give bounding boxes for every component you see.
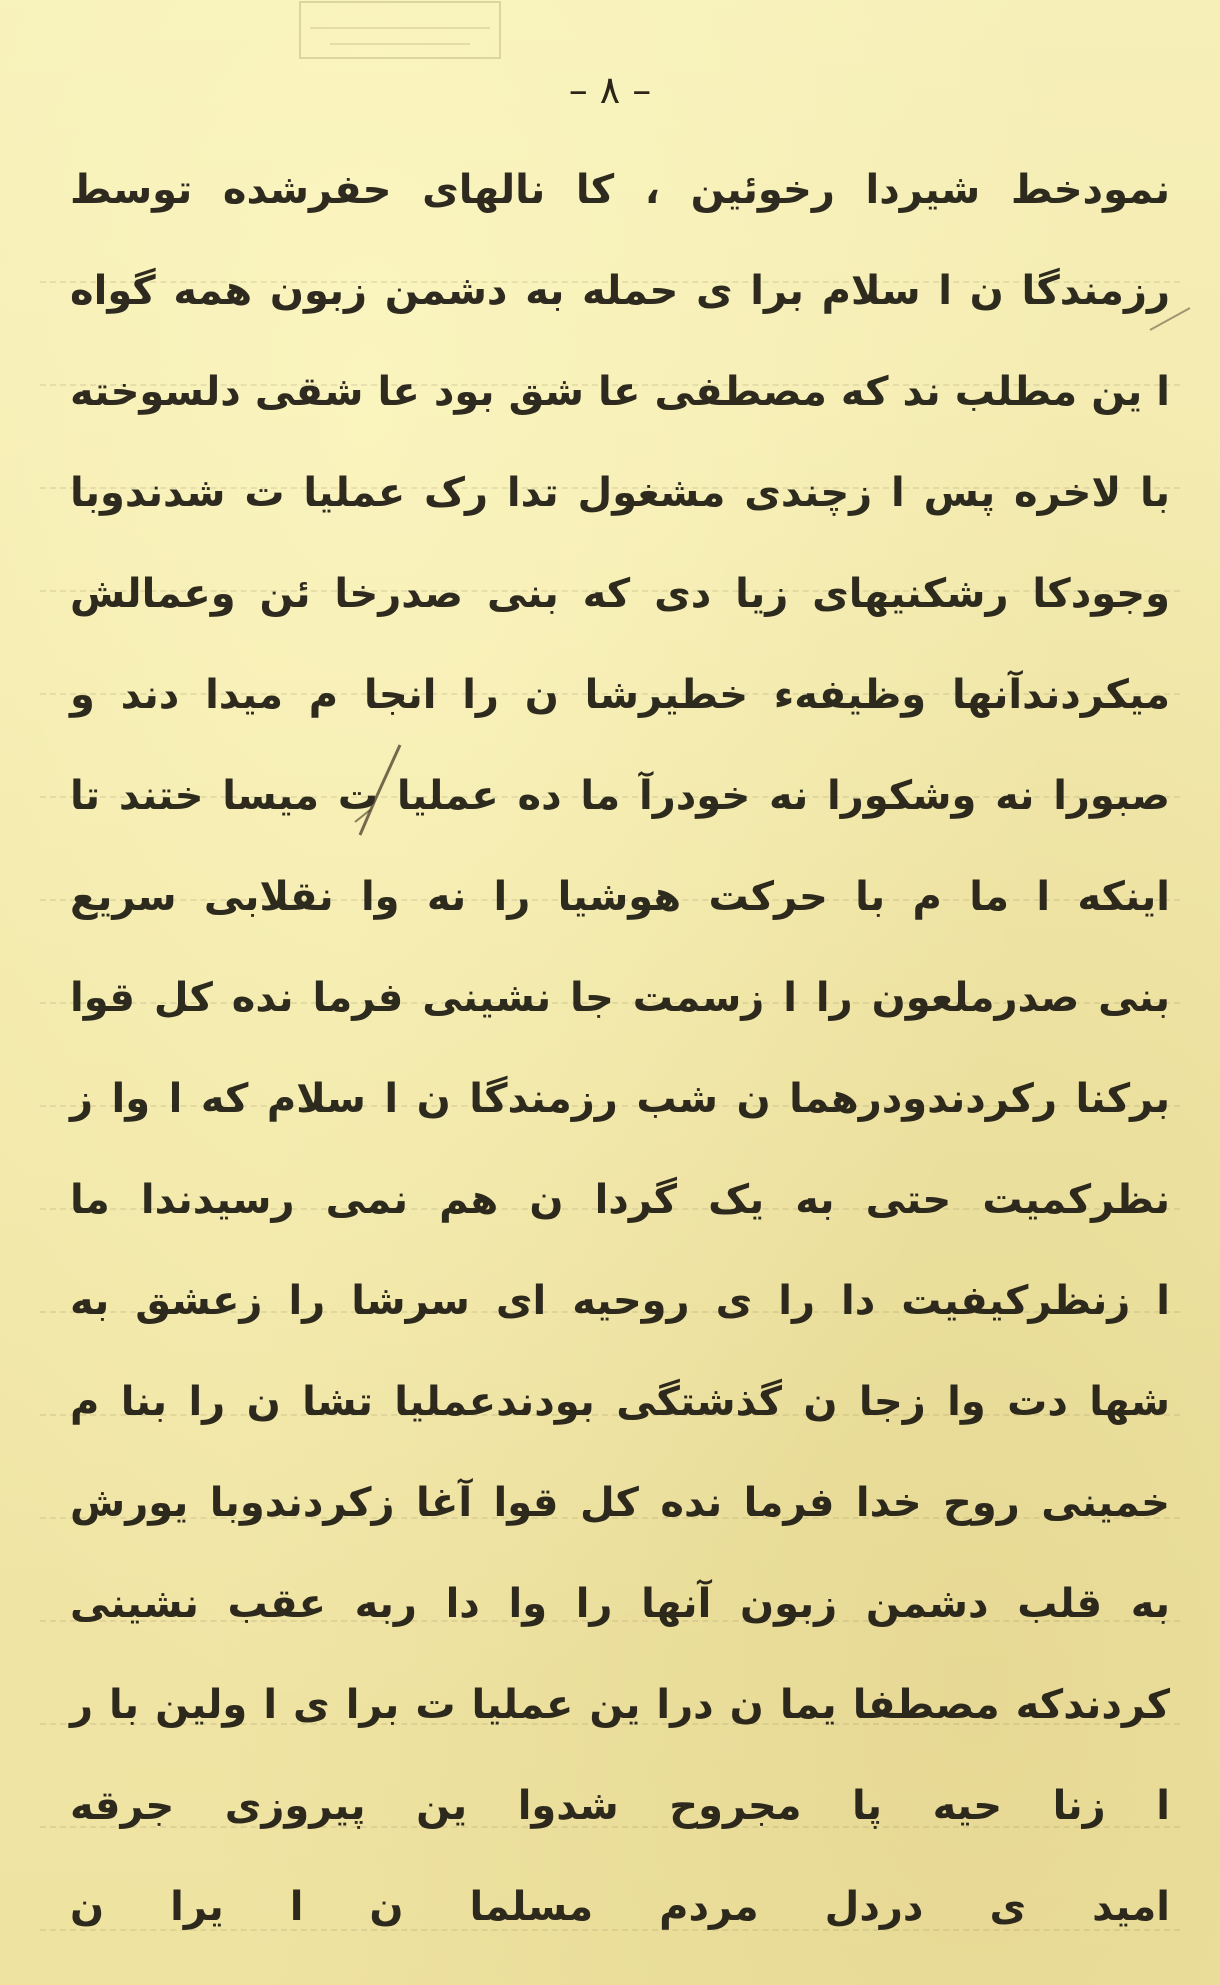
text-line-3: ا ین مطلب ند که مصطفی عا شق بود عا شقی دلسوخته [70,369,1170,415]
page-number: – ٨ – [568,68,652,112]
ink-scratch-mark [340,740,420,850]
text-line-6: میکردندآنها وظیفهء خطیرشا ن را انجا م میدا دند و [70,672,1170,718]
text-line-9: بنی صدرملعون را ا زسمت جا نشینی فرما نده کل قوا [70,975,1170,1021]
text-line-15: به قلب دشمن زبون آنها را وا دا ربه عقب نشینی [70,1581,1170,1627]
text-line-12: ا زنظرکیفیت دا را ی روحیه ای سرشا را زعشق به [70,1278,1170,1324]
faded-stamp-mark [290,0,530,70]
text-line-1: نمودخط شیردا رخوئین ، کا نالهای حفرشده توسط [70,167,1170,213]
text-line-10: برکنا رکردندودرهما ن شب رزمندگا ن ا سلام که ا وا ز [70,1076,1170,1122]
text-line-7: صبورا نه وشکورا نه خودرآ ما ده عملیا ت میسا ختند تا [70,773,1170,819]
text-line-14: خمینی روح خدا فرما نده کل قوا آغا زکردندوبا یورش [70,1480,1170,1526]
text-line-2: رزمندگا ن ا سلام برا ی حمله به دشمن زبون همه گواه [70,268,1170,314]
text-line-8: اینکه ا ما م با حرکت هوشیا را نه وا نقلابی سریع [70,874,1170,920]
text-line-4: با لاخره پس ا زچندی مشغول تدا رک عملیا ت شدندوبا [70,470,1170,516]
text-line-18: امید ی دردل مردم مسلما ن ا یرا ن [70,1884,1170,1930]
text-line-13: شها دت وا زجا ن گذشتگی بودندعملیا تشا ن را بنا م [70,1379,1170,1425]
text-line-5: وجودکا رشکنیهای زیا دی که بنی صدرخا ئن وعمالش [70,571,1170,617]
text-line-16: کردندکه مصطفا یما ن درا ین عملیا ت برا ی ا ولین با ر [70,1682,1170,1728]
text-line-17: ا زنا حیه پا مجروح شدوا ین پیروزی جرقه [70,1783,1170,1829]
text-line-11: نظرکمیت حتی به یک گردا ن هم نمی رسیدندا ما [70,1177,1170,1223]
ink-tick-mark [1145,300,1195,340]
body-text [70,140,1170,1960]
